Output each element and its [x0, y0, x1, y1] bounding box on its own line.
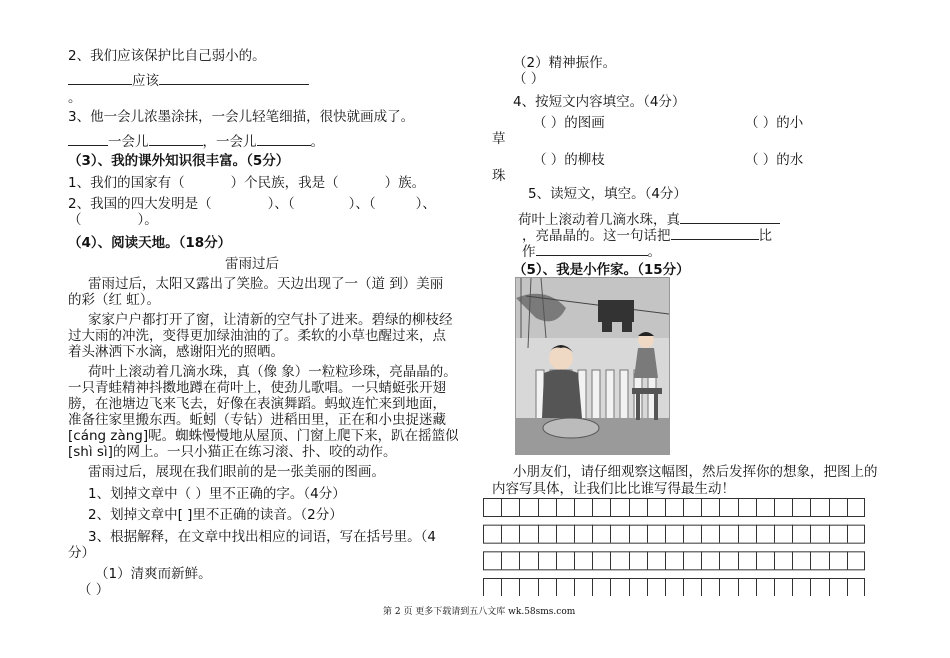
- reading-q1: 1、划掉文章中（ ）里不正确的字。（4分）: [88, 486, 346, 502]
- blank[interactable]: [68, 132, 108, 146]
- q2-period: 。: [68, 90, 82, 106]
- q3-fill-line: [68, 132, 324, 150]
- passage-line: [cáng zàng]呢。蜘蛛慢慢地从屋顶、门窗上爬下来，趴在摇篮似: [68, 428, 459, 444]
- writing-prompt: 小朋友们，请仔细观察这幅图，然后发挥你的想象，把图上的: [513, 464, 878, 480]
- blank[interactable]: [536, 242, 648, 256]
- passage-line: 膀，在池塘边飞来飞去，好像在表演舞蹈。蚂蚁连忙来到地面，: [68, 396, 446, 412]
- grid-row[interactable]: [484, 552, 865, 570]
- section-4-title: （4）、阅读天地。（18分）: [68, 235, 232, 251]
- knowledge-1: 1、我们的国家有（ ）个民族，我是（ ）族。: [68, 175, 426, 191]
- q3-fill-b: ，一会儿: [202, 134, 257, 150]
- passage-line: 的彩（红 虹）。: [68, 292, 161, 308]
- blank[interactable]: [257, 132, 311, 146]
- reading-q4: 4、按短文内容填空。（4分）: [513, 94, 686, 110]
- q4-item: （ ）的柳枝: [533, 152, 605, 168]
- blank[interactable]: [680, 210, 780, 224]
- q4-item: 草: [492, 131, 506, 147]
- reading-q2: 2、划掉文章中[ ]里不正确的读音。（2分）: [88, 507, 343, 523]
- passage-line: 荷叶上滚动着几滴水珠，真（像 象）一粒粒珍珠，亮晶晶的。: [88, 364, 457, 380]
- q4-item: （ ）的图画: [533, 115, 605, 131]
- q5-line: 作 。: [522, 244, 661, 260]
- q2-fill-line: [68, 71, 309, 89]
- passage-line: 家家户户都打开了窗，让清新的空气扑了进来。碧绿的柳枝经: [88, 312, 453, 328]
- q4-item: 珠: [492, 168, 506, 184]
- mother-daughter-laundry-illustration: [516, 278, 669, 454]
- q3-text: 3、他一会儿浓墨涂抹，一会儿轻笔细描，很快就画成了。: [68, 109, 415, 125]
- grid-row[interactable]: [484, 525, 865, 543]
- footer: 第 2 页 更多下载请到五八文库 wk.58sms.com: [383, 607, 576, 617]
- reading-q3-cont: 分）: [68, 545, 95, 561]
- reading-q3-1: （1）清爽而新鲜。: [95, 566, 212, 582]
- blank[interactable]: [68, 71, 132, 85]
- answer-paren[interactable]: （ ）: [513, 71, 545, 87]
- knowledge-2: 2、我国的四大发明是（ ）、（ ）、（ ）、: [68, 196, 436, 212]
- passage-line: 一只青蛙精神抖擞地蹲在荷叶上，使劲儿歌唱。一只蜻蜓张开翅: [68, 380, 446, 396]
- writing-grid[interactable]: [483, 498, 865, 596]
- grid-row[interactable]: [484, 499, 865, 517]
- reading-q3-2: （2）精神振作。: [513, 55, 617, 71]
- blank[interactable]: [159, 71, 309, 85]
- section-5-title: （5）、我是小作家。（15分）: [513, 262, 690, 278]
- passage-line: 着头淋洒下水滴，感谢阳光的照晒。: [68, 344, 284, 360]
- blank[interactable]: [149, 132, 203, 146]
- passage-line: 雷雨过后，太阳又露出了笑脸。天边出现了一（道 到）美丽: [88, 276, 444, 292]
- section-3-title: （3）、我的课外知识很丰富。（5分）: [68, 153, 290, 169]
- q2-text: 2、我们应该保护比自己弱小的。: [68, 48, 266, 64]
- q3-fill-end: 。: [310, 134, 324, 150]
- q2-fill-mid: 应该: [132, 73, 159, 89]
- reading-q5: 5、读短文，填空。（4分）: [528, 186, 687, 202]
- passage-line: 过大雨的冲洗，变得更加绿油油的了。柔软的小草也醒过来，点: [68, 328, 446, 344]
- passage-line: 雷雨过后，展现在我们眼前的是一张美丽的图画。: [88, 464, 385, 480]
- illustration: [515, 277, 670, 455]
- writing-prompt: 内容写具体，让我们比比谁写得最生动！: [492, 481, 735, 497]
- passage-line: [shì sì]的网上。一只小猫正在练习滚、扑、咬的动作。: [68, 444, 397, 460]
- q5-line: 荷叶上滚动着几滴水珠，真: [518, 210, 780, 228]
- q4-item: （ ）的水: [745, 152, 804, 168]
- answer-paren[interactable]: （ ）: [78, 582, 110, 598]
- q3-fill-a: 一会儿: [108, 134, 149, 150]
- knowledge-2-cont: （ ）。: [68, 212, 158, 228]
- grid-row[interactable]: [484, 579, 865, 597]
- passage-title: 雷雨过后: [225, 256, 279, 272]
- q4-item: （ ）的小: [745, 115, 804, 131]
- q5-line: ，亮晶晶的。这一句话把 比: [522, 228, 772, 244]
- blank[interactable]: [671, 226, 759, 240]
- passage-line: 准备往家里搬东西。蚯蚓（专钻）进稻田里，正在和小虫捉迷藏: [68, 412, 446, 428]
- reading-q3: 3、根据解释，在文章中找出相应的词语，写在括号里。（4: [88, 529, 436, 545]
